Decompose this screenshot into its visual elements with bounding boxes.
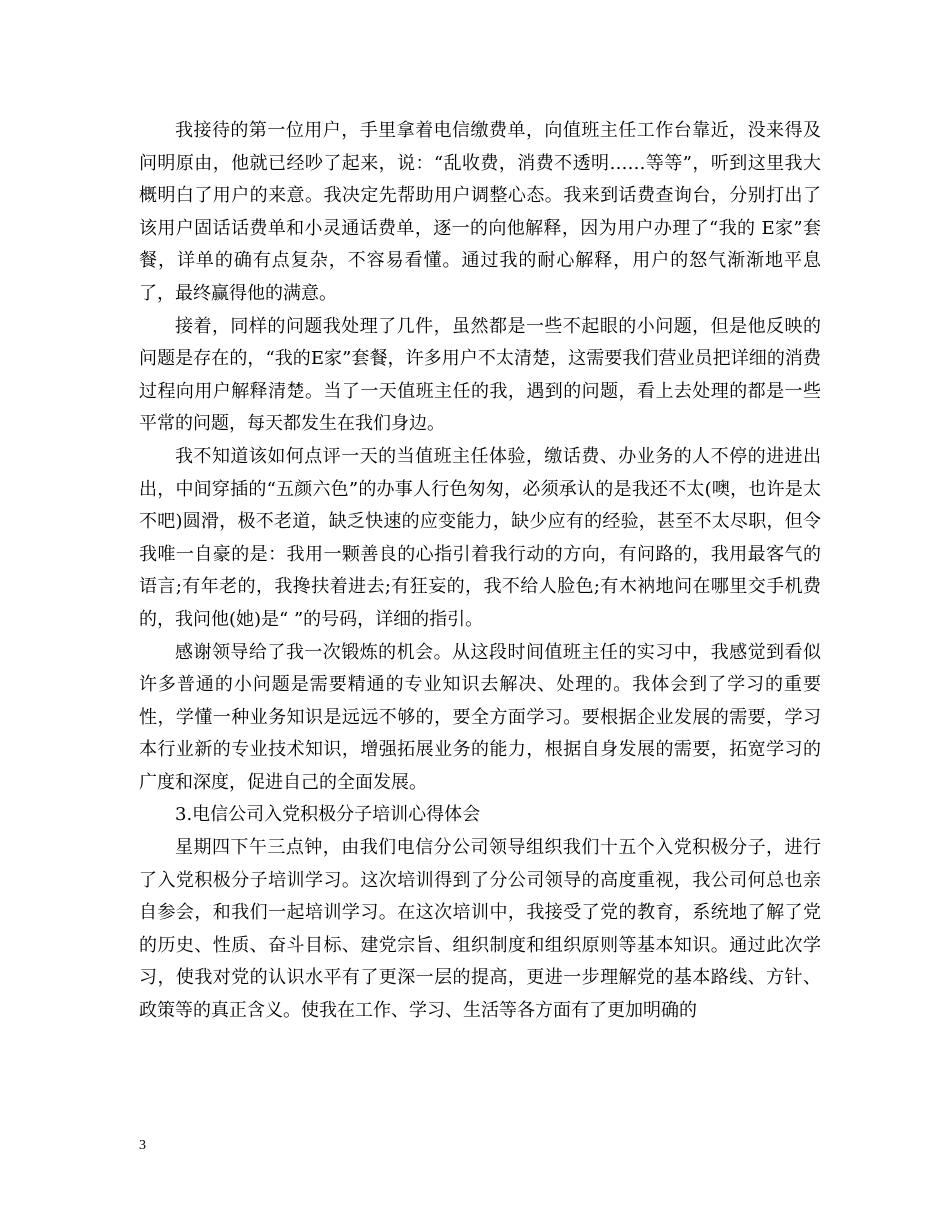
paragraph-3: 我不知道该如何点评一天的当值班主任体验，缴话费、办业务的人不停的进进出出，中间穿插的“五颜六色”的办事人行色匆匆，必须承认的是我还不太(噢，也许是太不吧)圆滑，极不老道，缺乏快速的应变能力，缺少应有的经验，甚至不太尽职，但令我唯一自豪的是：我用一颗善良的心指引着我行动的方向，有问路的，我用最客气的语言;有年老的，我搀扶着进去;有狂妄的，我不给人脸色;有木衲地问在哪里交手机费的，我问他(她)是“ ”的号码，详细的指引。	[139, 445, 821, 630]
paragraph-4: 感谢领导给了我一次锻炼的机会。从这段时间值班主任的实习中，我感觉到看似许多普通的小问题是需要精通的专业知识去解决、处理的。我体会到了学习的重要性，学懂一种业务知识是远远不够的，要全方面学习。要根据企业发展的需要，学习本行业新的专业技术知识，增强拓展业务的能力，根据自身发展的需要，拓宽学习的广度和深度，促进自己的全面发展。	[139, 641, 821, 793]
paragraph-1: 我接待的第一位用户，手里拿着电信缴费单，向值班主任工作台靠近，没来得及问明原由，他就已经吵了起来，说：“乱收费，消费不透明……等等”，听到这里我大概明白了用户的来意。我决定先帮助用户调整心态。我来到话费查询台，分别打出了该用户固话话费单和小灵通话费单，逐一的向他解释，因为用户办理了“我的 E家”套餐，详单的确有点复杂，不容易看懂。通过我的耐心解释，用户的怒气渐渐地平息了，最终赢得他的满意。	[139, 120, 821, 304]
document-body	[139, 115, 821, 1028]
paragraph-2: 接着，同样的问题我处理了几件，虽然都是一些不起眼的小问题，但是他反映的问题是存在的，“我的E家”套餐，许多用户不太清楚，这需要我们营业员把详细的消费过程向用户解释清楚。当了一天值班主任的我，遇到的问题，看上去处理的都是一些平常的问题，每天都发生在我们身边。	[139, 315, 821, 435]
paragraph-5: 星期四下午三点钟，由我们电信分公司领导组织我们十五个入党积极分子，进行了入党积极分子培训学习。这次培训得到了分公司领导的高度重视，我公司何总也亲自参会，和我们一起培训学习。在这次培训中，我接受了党的教育，系统地了解了党的历史、性质、奋斗目标、建党宗旨、组织制度和组织原则等基本知识。通过此次学习，使我对党的认识水平有了更深一层的提高，更进一步理解党的基本路线、方针、政策等的真正含义。使我在工作、学习、生活等各方面有了更加明确的	[139, 837, 821, 1022]
page-number: 3	[139, 1138, 146, 1153]
section-heading: 3.电信公司入党积极分子培训心得体会	[175, 804, 481, 826]
